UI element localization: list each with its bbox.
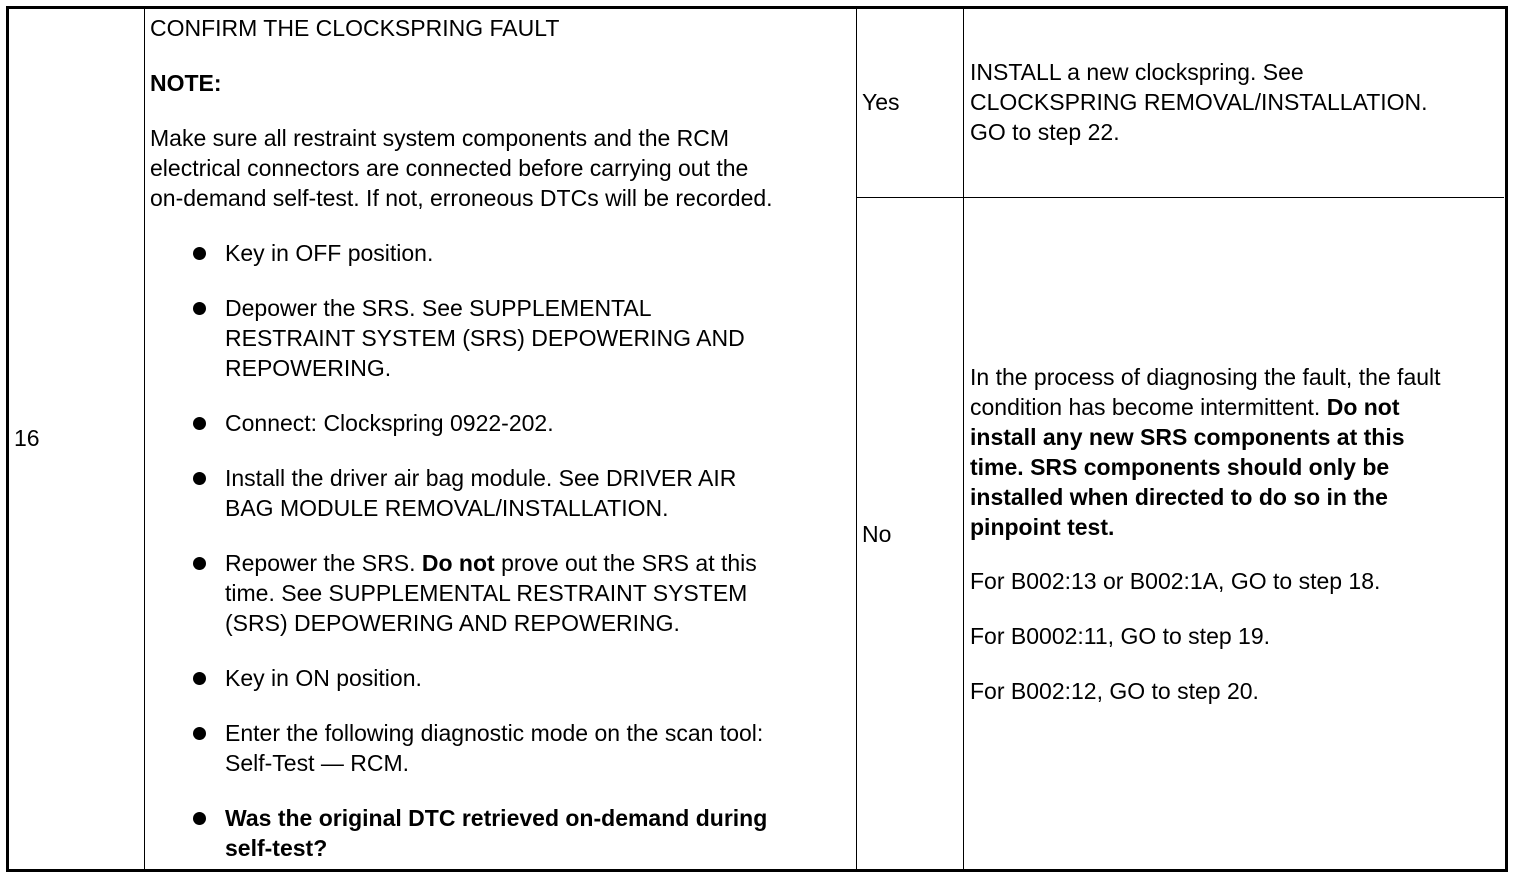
bullet-dot-icon [193,727,206,740]
bullet-item: Connect: Clockspring 0922-202. [225,410,554,436]
go-to-step-19: For B0002:11, GO to step 19. [970,623,1271,649]
bullet-item: Key in OFF position. [225,240,434,266]
column-divider [856,6,857,872]
bullet-item: Repower the SRS. Do not prove out the SRS at this time. See SUPPLEMENTAL RESTRAINT SYSTEM (SRS) DEPOWERING AND REPOWERING. [225,550,757,636]
go-to-step-20: For B002:12, GO to step 20. [970,678,1259,704]
no-result: In the process of diagnosing the fault, the fault condition has become intermittent. Do not install any new SRS components at this time. SRS components should only be installed when directed to do so in the pinpoint test. [970,364,1441,540]
step-number: 16 [14,425,40,451]
note-label: NOTE: [150,70,222,96]
bullet-dot-icon [193,672,206,685]
row-divider [856,197,1504,198]
bullet-dot-icon [193,302,206,315]
bullet-item-question: Was the original DTC retrieved on-demand during self-test? [225,805,768,861]
note-text: Make sure all restraint system components and the RCM electrical connectors are connected before carrying out the on-demand self-test. If not, erroneous DTCs will be recorded. [150,125,773,211]
bullet-item: Enter the following diagnostic mode on the scan tool: Self-Test — RCM. [225,720,764,776]
bullet-dot-icon [193,247,206,260]
go-to-step-18: For B002:13 or B002:1A, GO to step 18. [970,568,1381,594]
bullet-item: Install the driver air bag module. See DRIVER AIR BAG MODULE REMOVAL/INSTALLATION. [225,465,737,521]
column-divider [144,6,145,872]
yes-result: INSTALL a new clockspring. See CLOCKSPRING REMOVAL/INSTALLATION. GO to step 22. [970,59,1428,145]
no-label: No [862,521,892,547]
bullet-dot-icon [193,417,206,430]
column-divider [963,6,964,872]
bullet-dot-icon [193,557,206,570]
bullet-dot-icon [193,812,206,825]
bullet-item: Key in ON position. [225,665,422,691]
yes-label: Yes [862,89,900,115]
step-title: CONFIRM THE CLOCKSPRING FAULT [150,15,560,41]
bullet-item: Depower the SRS. See SUPPLEMENTAL RESTRAINT SYSTEM (SRS) DEPOWERING AND REPOWERING. [225,295,745,381]
bullet-dot-icon [193,472,206,485]
